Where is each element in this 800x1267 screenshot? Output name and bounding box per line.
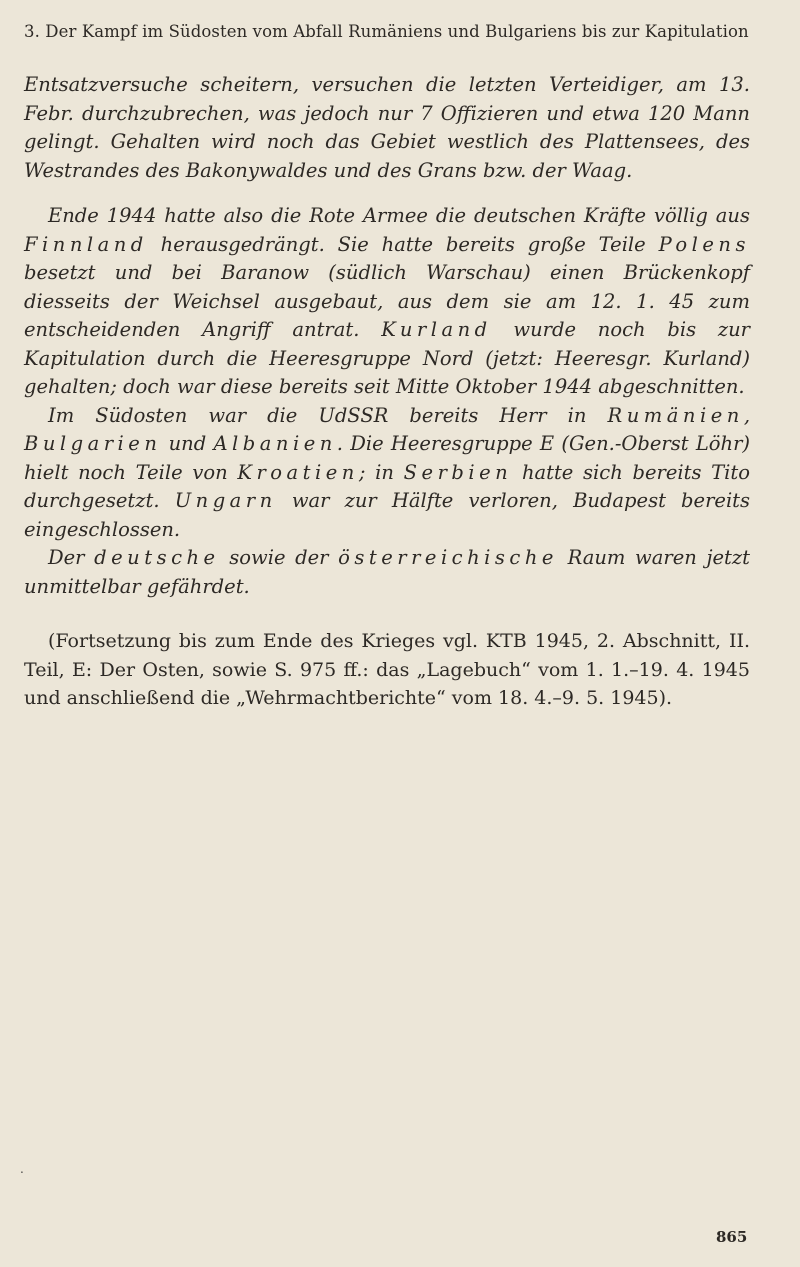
text-run: und xyxy=(168,432,207,455)
spaced-term-deutsche: deutsche xyxy=(94,546,220,569)
text-run: . Die Heeresgruppe E (Gen.-Oberst Löhr) hielt noch Teile von xyxy=(24,432,751,484)
stray-mark: . xyxy=(20,1162,24,1176)
spaced-term-ungarn: Ungarn xyxy=(174,489,277,512)
text-run: , xyxy=(743,403,751,427)
paragraph-suedosten xyxy=(24,402,750,545)
text-run: war zur Hälfte verloren, Budapest bereits eingeschlossen. xyxy=(24,489,751,541)
spaced-term-finnland: Finnland xyxy=(24,232,148,256)
paragraph-fortsetzung-note: (Fortsetzung bis zum Ende des Krieges vgl. KTB 1945, 2. Abschnitt, II. Teil, E: Der Osten, sowie S. 975 ff.: das „Lagebuch“ vom 1. 1.–19. 4. 1945 und anschließend die „Wehrmachtberichte“ vom 18. 4.–9. 5. 1945). xyxy=(24,630,750,709)
text-run: hatte sich bereits Tito durchgesetzt. xyxy=(24,460,750,512)
spaced-term-bulgarien: Bulgarien xyxy=(24,432,162,455)
paragraph-gefaehrdet xyxy=(24,544,750,601)
running-head: 3. Der Kampf im Südosten vom Abfall Rumäniens und Bulgariens bis zur Kapitulation xyxy=(24,22,749,41)
body-text xyxy=(24,71,750,713)
text-run: Ende 1944 hatte also die Rote Armee die deutschen Kräfte völlig aus xyxy=(48,204,750,227)
text-run: wurde noch bis zur Kapitulation durch die Heeresgruppe Nord (jetzt: Heeresgr. Kurland) gehalten; doch war diese bereits seit Mitte Oktober 1944 abgeschnitten. xyxy=(24,318,750,398)
spaced-term-albanien: Albanien xyxy=(213,432,337,455)
paragraph-budapest: Entsatzversuche scheitern, versuchen die letzten Verteidiger, am 13. Febr. durchzubrechen, was jedoch nur 7 Offizieren und etwa 120 Mann gelingt. Gehalten wird noch das Gebiet westlich des Plattensees, des Westrandes des Bakonywaldes und des Grans bzw. der Waag. xyxy=(24,73,750,182)
spaced-term-rumaenien: Rumänien xyxy=(607,403,744,427)
text-run: herausgedrängt. Sie hatte bereits große Teile xyxy=(160,232,646,256)
spaced-term-serbien: Serbien xyxy=(403,460,513,484)
text-run: Der xyxy=(48,546,85,569)
paragraph-end-1944 xyxy=(24,202,750,402)
text-run: Raum waren jetzt unmittelbar gefährdet. xyxy=(24,546,750,598)
spaced-term-oesterreichische: österreichische xyxy=(338,546,558,569)
spaced-term-polens: Polens xyxy=(658,232,750,256)
spaced-term-kroatien: Kroatien xyxy=(237,460,359,484)
text-run: sowie der xyxy=(229,546,329,569)
page-number: 865 xyxy=(716,1228,748,1246)
text-run: besetzt und bei Baranow (südlich Warschau) einen Brückenkopf diesseits der Weichsel ausgebaut, aus dem sie am 12. 1. 45 zum entscheidenden Angriff antrat. xyxy=(24,261,750,341)
text-run: Im Südosten war die UdSSR bereits Herr in xyxy=(48,403,587,427)
spaced-term-kurland: Kurland xyxy=(381,318,492,341)
text-run: ; in xyxy=(358,460,394,484)
